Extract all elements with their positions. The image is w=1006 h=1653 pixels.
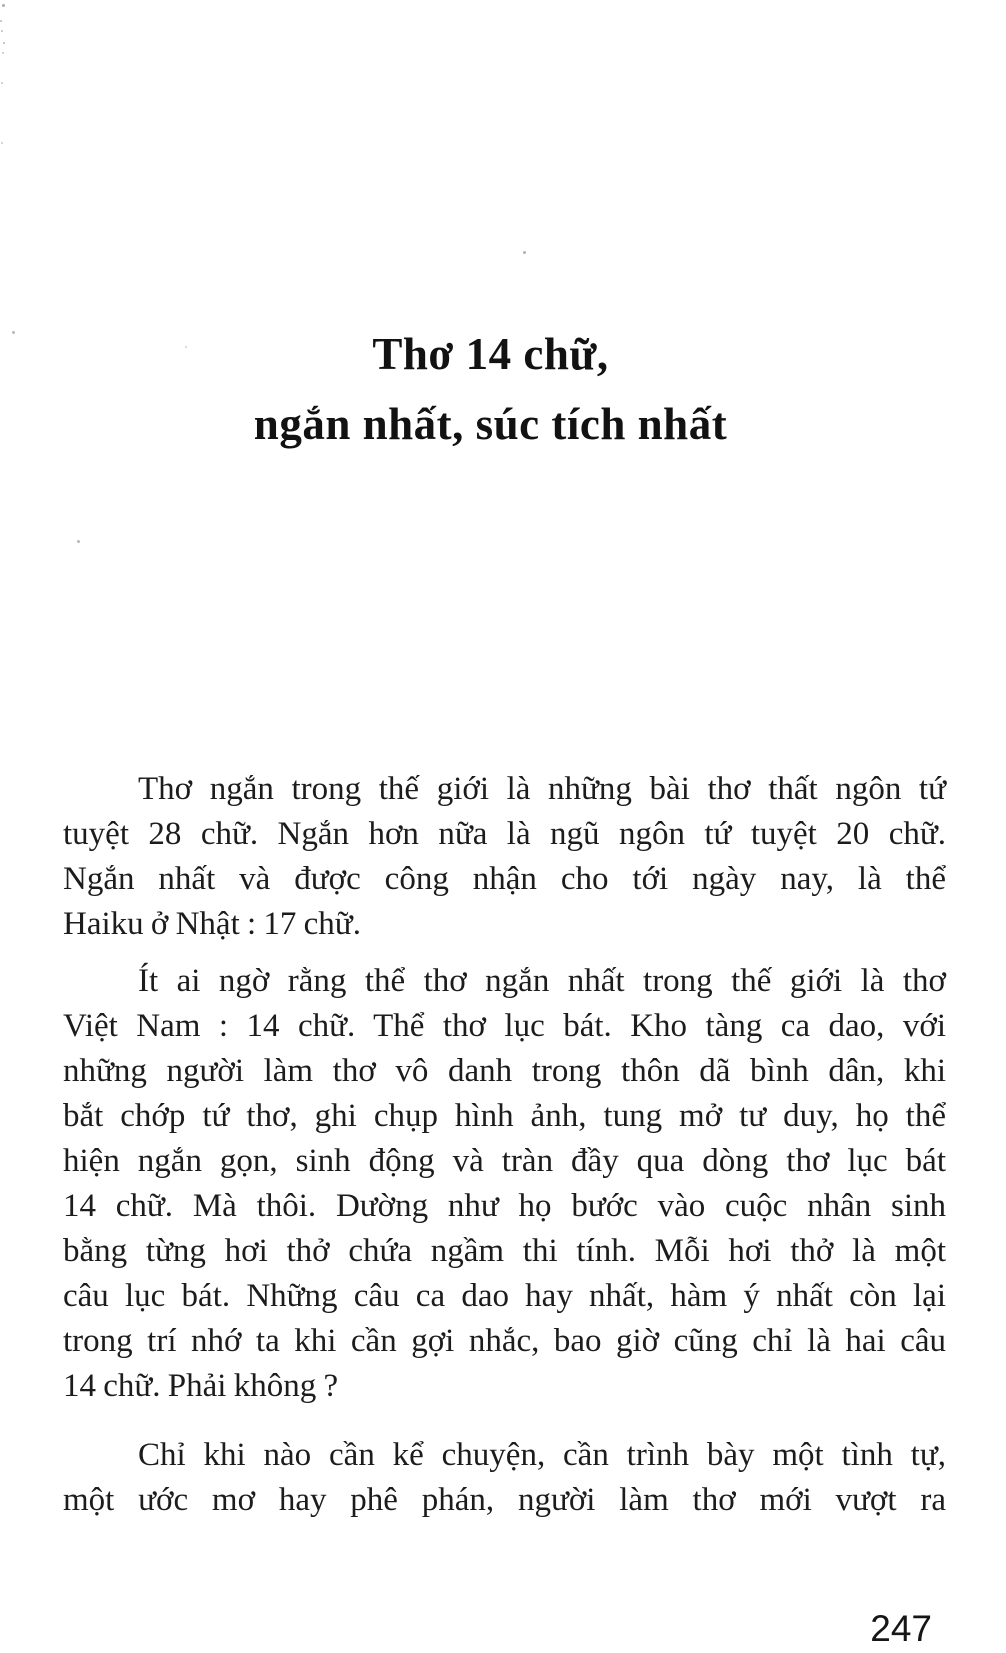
chapter-title-line-1: Thơ 14 chữ, [372, 329, 609, 379]
text-line: Ngắn nhất và được công nhận cho tới ngày nay, là thể [63, 861, 946, 897]
text-line: bắt chớp tứ thơ, ghi chụp hình ảnh, tung mở tư duy, họ thể [63, 1098, 946, 1134]
chapter-title-line-2: ngắn nhất, súc tích nhất [253, 399, 728, 449]
text-line: bằng từng hơi thở chứa ngầm thi tính. Mỗi hơi thở là một [63, 1233, 946, 1269]
chapter-title [49, 319, 932, 459]
text-line: những người làm thơ vô danh trong thôn dã bình dân, khi [63, 1053, 946, 1089]
text-line: 14 chữ. Mà thôi. Dường như họ bước vào cuộc nhân sinh [63, 1188, 946, 1224]
scan-speckle [12, 331, 15, 334]
text-line: hiện ngắn gọn, sinh động và tràn đầy qua dòng thơ lục bát [63, 1143, 946, 1179]
scan-speckle [2, 52, 4, 54]
page-number: 247 [870, 1608, 932, 1649]
paragraph [63, 959, 946, 1409]
text-line: Ít ai ngờ rằng thể thơ ngắn nhất trong thế giới là thơ [138, 963, 946, 999]
scan-speckle [77, 540, 80, 543]
scan-speckle [1, 142, 3, 144]
paragraph [63, 1433, 946, 1523]
body-text [63, 767, 946, 1523]
text-line: Haiku ở Nhật : 17 chữ. [63, 906, 361, 942]
text-line: một ước mơ hay phê phán, người làm thơ mới vượt ra [63, 1482, 946, 1518]
scan-speckle [523, 251, 526, 254]
text-line: Thơ ngắn trong thế giới là những bài thơ thất ngôn tứ [138, 771, 946, 807]
scan-speckle [1, 30, 3, 32]
scan-speckle [1, 82, 3, 84]
text-line: trong trí nhớ ta khi cần gợi nhắc, bao giờ cũng chỉ là hai câu [63, 1323, 946, 1359]
scan-speckle [0, 20, 2, 22]
text-line: Chỉ khi nào cần kể chuyện, cần trình bày một tình tự, [138, 1437, 946, 1473]
scan-speckle [2, 4, 5, 7]
text-line: câu lục bát. Những câu ca dao hay nhất, hàm ý nhất còn lại [63, 1278, 946, 1314]
text-line: 14 chữ. Phải không ? [63, 1368, 339, 1404]
scan-speckle [3, 42, 5, 44]
paragraph [63, 767, 946, 947]
text-line: tuyệt 28 chữ. Ngắn hơn nữa là ngũ ngôn tứ tuyệt 20 chữ. [63, 816, 946, 852]
text-line: Việt Nam : 14 chữ. Thể thơ lục bát. Kho tàng ca dao, với [63, 1008, 946, 1044]
